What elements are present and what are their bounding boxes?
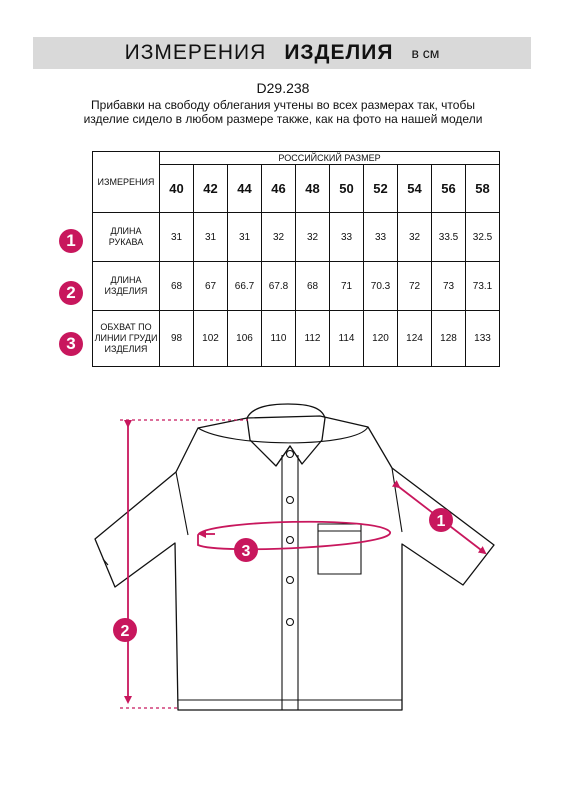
row-label: ДЛИНА ИЗДЕЛИЯ	[93, 262, 160, 311]
value-cell: 72	[398, 262, 432, 311]
badge-chest-girth: 3	[59, 332, 83, 356]
value-cell: 70.3	[364, 262, 398, 311]
value-cell: 31	[228, 213, 262, 262]
value-cell: 32	[262, 213, 296, 262]
value-cell: 67.8	[262, 262, 296, 311]
value-cell: 124	[398, 311, 432, 367]
size-cell: 46	[262, 165, 296, 213]
size-cell: 58	[466, 165, 500, 213]
value-cell: 66.7	[228, 262, 262, 311]
size-cell: 42	[194, 165, 228, 213]
value-cell: 73	[432, 262, 466, 311]
header-unit: в см	[411, 45, 440, 61]
size-cell: 40	[160, 165, 194, 213]
value-cell: 67	[194, 262, 228, 311]
marker-sleeve-length	[429, 508, 453, 532]
size-cell: 48	[296, 165, 330, 213]
value-cell: 33	[364, 213, 398, 262]
size-cell: 54	[398, 165, 432, 213]
marker-garment-length	[113, 618, 137, 642]
header-title-light: ИЗМЕРЕНИЯ	[124, 41, 267, 64]
table-row	[93, 213, 500, 262]
size-table	[92, 151, 500, 367]
button	[287, 577, 294, 584]
corner-label: ИЗМЕРЕНИЯ	[93, 152, 160, 213]
article-number: D29.238	[256, 80, 310, 96]
value-cell: 112	[296, 311, 330, 367]
button	[287, 451, 294, 458]
size-group-label: РОССИЙСКИЙ РАЗМЕР	[160, 152, 500, 165]
size-cell: 56	[432, 165, 466, 213]
row-label: ОБХВАТ ПО ЛИНИИ ГРУДИ ИЗДЕЛИЯ	[93, 311, 160, 367]
value-cell: 32.5	[466, 213, 500, 262]
badge-garment-length: 2	[59, 281, 83, 305]
table-row	[93, 311, 500, 367]
size-cell: 50	[330, 165, 364, 213]
badge-sleeve-length: 1	[59, 229, 83, 253]
marker-label: 2	[120, 623, 130, 640]
marker-label: 1	[436, 513, 446, 530]
button	[287, 537, 294, 544]
button	[287, 619, 294, 626]
marker-chest-girth	[234, 538, 258, 562]
size-cell: 52	[364, 165, 398, 213]
header-title-bold: ИЗДЕЛИЯ	[284, 41, 394, 64]
value-cell: 98	[160, 311, 194, 367]
value-cell: 32	[398, 213, 432, 262]
table-row	[93, 262, 500, 311]
value-cell: 31	[194, 213, 228, 262]
row-label: ДЛИНА РУКАВА	[93, 213, 160, 262]
value-cell: 133	[466, 311, 500, 367]
value-cell: 71	[330, 262, 364, 311]
value-cell: 68	[160, 262, 194, 311]
value-cell: 120	[364, 311, 398, 367]
header-bar	[33, 37, 531, 69]
size-cell: 44	[228, 165, 262, 213]
value-cell: 33.5	[432, 213, 466, 262]
value-cell: 33	[330, 213, 364, 262]
marker-label: 3	[241, 543, 251, 560]
value-cell: 73.1	[466, 262, 500, 311]
value-cell: 31	[160, 213, 194, 262]
shirt-body-outline	[95, 416, 494, 710]
fit-note: Прибавки на свободу облегания учтены во всех размерах так, чтобы изделие сидело в любом размере также, как на фото на нашей модели	[83, 98, 483, 126]
value-cell: 114	[330, 311, 364, 367]
shirt-drawing	[0, 395, 566, 800]
value-cell: 128	[432, 311, 466, 367]
value-cell: 32	[296, 213, 330, 262]
value-cell: 102	[194, 311, 228, 367]
button	[287, 497, 294, 504]
value-cell: 106	[228, 311, 262, 367]
value-cell: 110	[262, 311, 296, 367]
value-cell: 68	[296, 262, 330, 311]
